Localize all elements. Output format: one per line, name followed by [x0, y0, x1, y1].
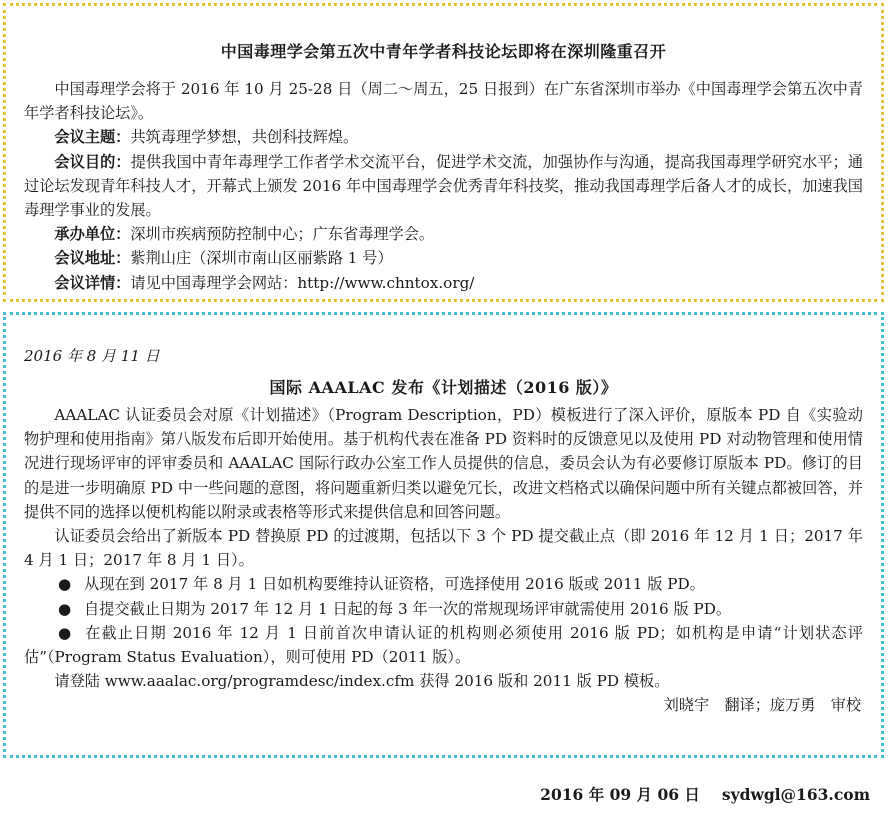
forum-purpose	[24, 150, 863, 223]
bullet-item	[24, 572, 863, 596]
forum-purpose-label: 会议目的：	[54, 152, 131, 171]
bullet-icon: ●	[58, 575, 72, 594]
forum-theme-text: 共筑毒理学梦想，共创科技辉煌。	[130, 128, 359, 147]
forum-address	[24, 246, 863, 270]
aaalac-paragraph-1: AAALAC 认证委员会对原《计划描述》（Program Description，PD）模板进行了深入评价，原版本 PD 自《实验动物护理和使用指南》第八版发布后即开始使用。基于机构代表在准备 PD 资料时的反馈意见以及使用 PD 对动物管理和使用情况进行现场评审的评审委员和 AAALAC 国际行政办公室工作人员提供的信息，委员会认为有必要修订原版本 PD。修订的目的是进一步明确原 PD 中一些问题的意图，将问题重新归类以避免冗长，改进文档格式以确保问题中所有关键点都被回答，并提供不同的选择以便机构能以附录或表格等形式来提供信息和回答问题。	[24, 406, 863, 521]
aaalac-notice-box	[3, 312, 884, 758]
forum-details	[24, 271, 863, 295]
forum-address-label: 会议地址：	[54, 249, 131, 268]
bullet-icon: ●	[58, 599, 72, 618]
forum-organizer	[24, 222, 863, 246]
forum-address-text: 紫荆山庄（深圳市南山区丽紫路 1 号）	[130, 249, 393, 268]
aaalac-paragraph-2: 认证委员会给出了新版本 PD 替换原 PD 的过渡期，包括以下 3 个 PD 提交截止点（即 2016 年 12 月 1 日；2017 年 4 月 1 日；2017 年 8 月 1 日）。	[24, 527, 863, 570]
forum-organizer-text: 深圳市疾病预防控制中心；广东省毒理学会。	[130, 225, 435, 244]
bullet-text: 自提交截止日期为 2017 年 12 月 1 日起的每 3 年一次的常规现场评审就需使用 2016 版 PD。	[84, 599, 732, 618]
bullet-text: 在截止日期 2016 年 12 月 1 日前首次申请认证的机构则必须使用 2016 版 PD；如机构是申请“计划状态评估”（Program Status Evaluation），则可使用 PD（2011 版）。	[24, 623, 863, 667]
bullet-item	[24, 621, 863, 669]
forum-details-text: 请见中国毒理学会网站：http://www.chntox.org/	[130, 273, 475, 292]
bullet-text: 从现在到 2017 年 8 月 1 日如机构要维持认证资格，可选择使用 2016 版或 2011 版 PD。	[84, 575, 705, 594]
forum-notice-title: 中国毒理学会第五次中青年学者科技论坛即将在深圳隆重召开	[220, 42, 667, 61]
bullet-item	[24, 597, 863, 621]
forum-intro-paragraph: 中国毒理学会将于 2016 年 10 月 25-28 日（周二～周五，25 日报到）在广东省深圳市举办《中国毒理学会第五次中青年学者科技论坛》。	[24, 80, 863, 123]
forum-theme	[24, 125, 863, 149]
aaalac-notice-title: 国际 AAALAC 发布《计划描述（2016 版）》	[269, 378, 618, 397]
aaalac-notice-date: 2016 年 8 月 11 日	[24, 347, 160, 365]
footer-date: 2016 年 09 月 06 日	[540, 785, 700, 804]
translator-credit: 刘晓宇 翻译；庞万勇 审校	[663, 696, 861, 715]
page-footer	[540, 784, 870, 806]
forum-theme-label: 会议主题：	[54, 128, 131, 147]
forum-organizer-label: 承办单位：	[54, 225, 131, 244]
forum-details-label: 会议详情：	[54, 273, 131, 292]
forum-notice-box	[3, 3, 884, 302]
forum-purpose-text: 提供我国中青年毒理学工作者学术交流平台，促进学术交流，加强协作与沟通，提高我国毒理学研究水平；通过论坛发现青年科技人才，开幕式上颁发 2016 年中国毒理学会优秀青年科技奖，推动我国毒理学后备人才的成长，加速我国毒理学事业的发展。	[24, 152, 864, 220]
footer-email: sydwgl@163.com	[721, 785, 870, 804]
bullet-icon: ●	[58, 623, 72, 642]
aaalac-paragraph-3: 请登陆 www.aaalac.org/programdesc/index.cfm 获得 2016 版和 2011 版 PD 模板。	[54, 672, 670, 691]
